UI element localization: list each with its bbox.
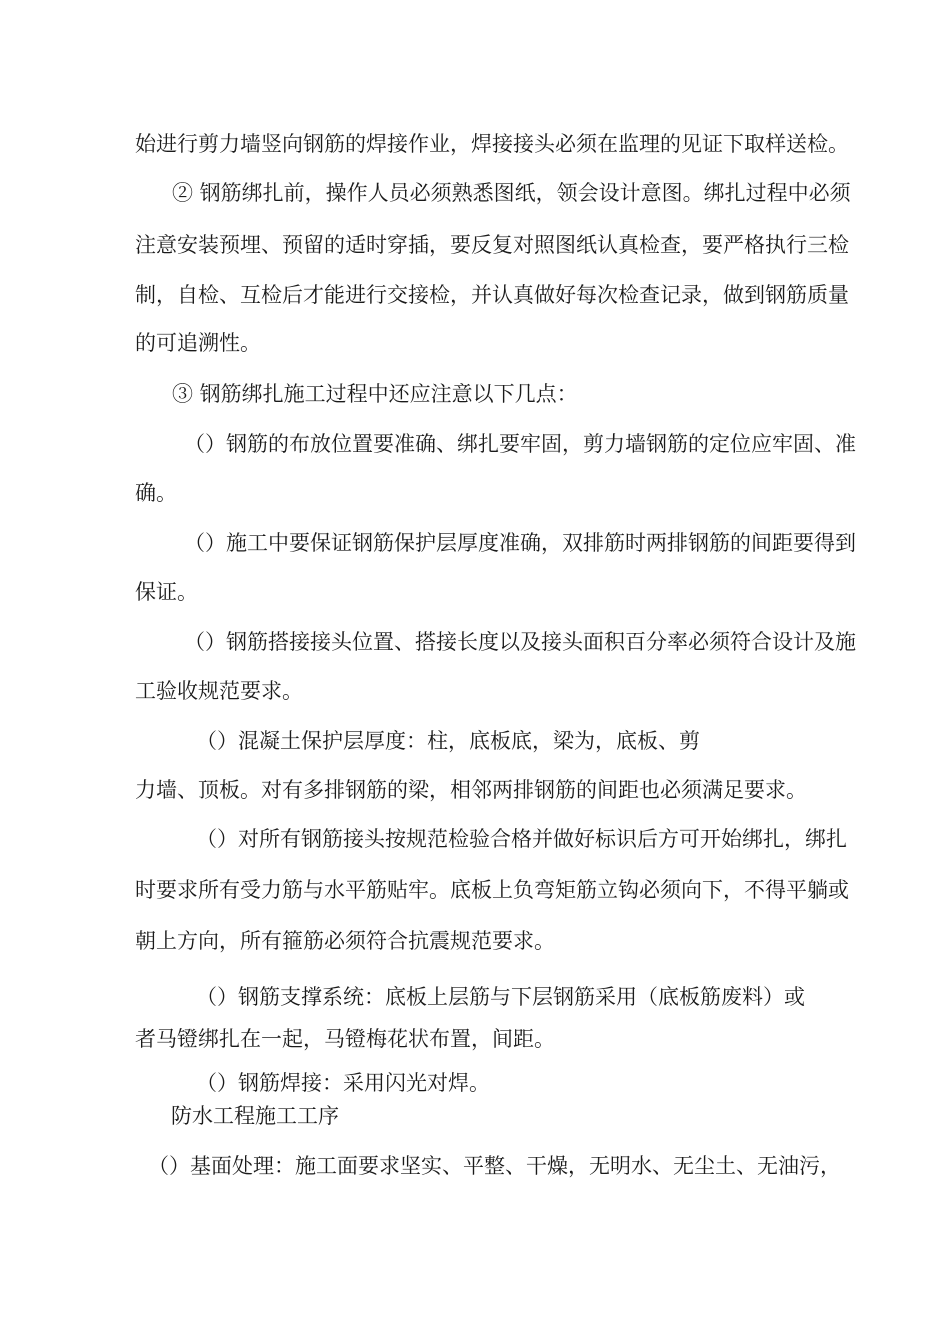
text-line: 者马镫绑扎在一起，马镫梅花状布置，间距。 bbox=[135, 1027, 555, 1051]
text-line: 确。 bbox=[135, 481, 177, 505]
text-line: （）对所有钢筋接头按规范检验合格并做好标识后方可开始绑扎，绑扎 bbox=[196, 827, 847, 851]
text-line: （）钢筋支撑系统：底板上层筋与下层钢筋采用（底板筋废料）或 bbox=[196, 985, 805, 1009]
text-line: （）钢筋的布放位置要准确、绑扎要牢固，剪力墙钢筋的定位应牢固、准 bbox=[184, 432, 856, 456]
text-line: 保证。 bbox=[135, 580, 198, 604]
text-line: 的可追溯性。 bbox=[135, 331, 261, 355]
text-line: （）施工中要保证钢筋保护层厚度准确，双排筋时两排钢筋的间距要得到 bbox=[184, 531, 856, 555]
section-heading: 防水工程施工工序 bbox=[171, 1104, 339, 1128]
text-line: ③ 钢筋绑扎施工过程中还应注意以下几点： bbox=[172, 382, 578, 406]
text-line: ② 钢筋绑扎前，操作人员必须熟悉图纸，领会设计意图。绑扎过程中必须 bbox=[172, 181, 851, 205]
text-line: 制，自检、互检后才能进行交接检，并认真做好每次检查记录，做到钢筋质量 bbox=[135, 283, 849, 307]
text-line: （）钢筋焊接：采用闪光对焊。 bbox=[196, 1071, 490, 1095]
text-line: 工验收规范要求。 bbox=[135, 679, 303, 703]
text-line: 朝上方向，所有箍筋必须符合抗震规范要求。 bbox=[135, 929, 555, 953]
text-line: 始进行剪力墙竖向钢筋的焊接作业，焊接接头必须在监理的见证下取样送检。 bbox=[135, 132, 849, 156]
text-line: 时要求所有受力筋与水平筋贴牢。底板上负弯矩筋立钩必须向下，不得平躺或 bbox=[135, 878, 849, 902]
text-line: 注意安装预埋、预留的适时穿插，要反复对照图纸认真检查，要严格执行三检 bbox=[135, 233, 849, 257]
text-line: 力墙、顶板。对有多排钢筋的梁，相邻两排钢筋的间距也必须满足要求。 bbox=[135, 778, 807, 802]
text-line: （）钢筋搭接接头位置、搭接长度以及接头面积百分率必须符合设计及施 bbox=[184, 630, 856, 654]
text-line: （）基面处理：施工面要求坚实、平整、干燥，无明水、无尘土、无油污， bbox=[148, 1154, 841, 1178]
text-line: （）混凝土保护层厚度：柱，底板底，梁为，底板、剪 bbox=[196, 729, 700, 753]
